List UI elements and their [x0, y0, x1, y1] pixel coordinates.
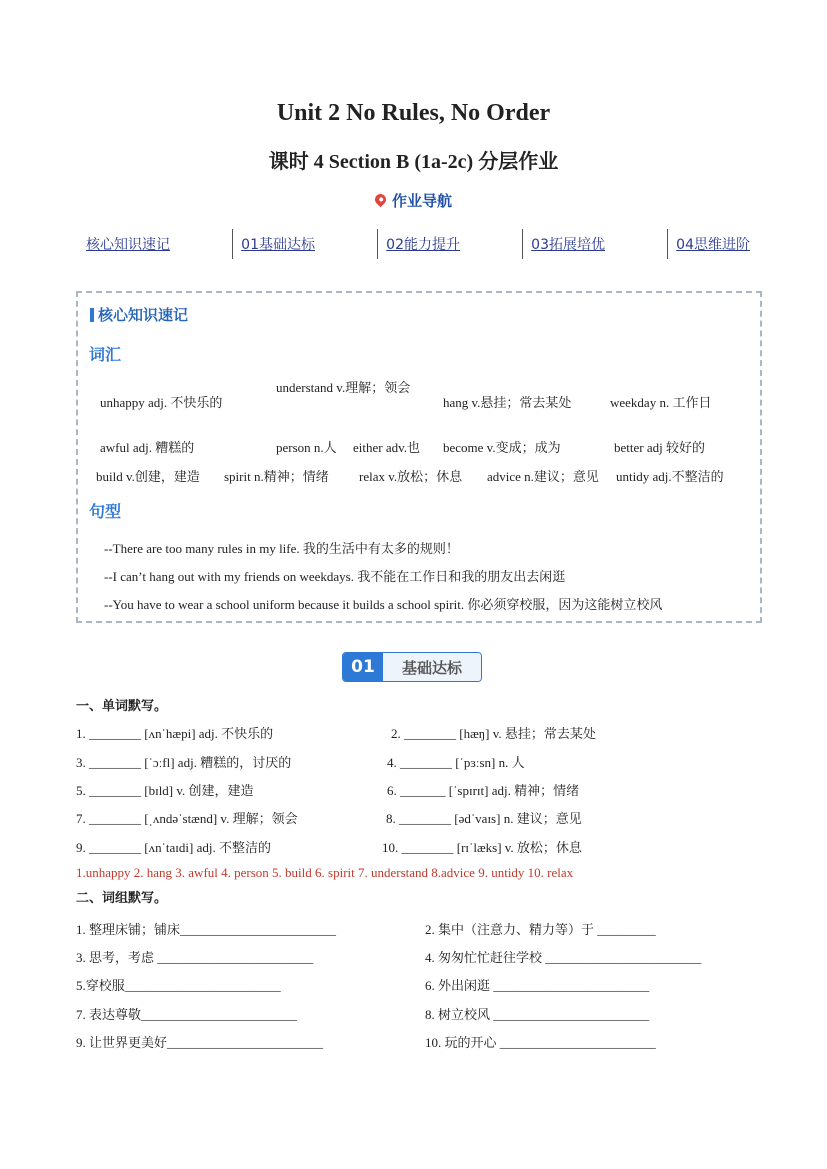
word-question: 4. ________ [ˈpɜːsn] n. 人 [387, 755, 525, 770]
vocab-item: understand v.理解；领会 [276, 380, 411, 395]
vocab-item: awful adj. 糟糕的 [100, 440, 195, 455]
homework-nav-label: 作业导航 [391, 192, 452, 210]
word-question: 5. ________ [bɪld] v. 创建，建造 [76, 783, 254, 798]
homework-nav-title [0, 190, 827, 211]
vocab-heading: 词汇 [89, 345, 122, 364]
title-bar-icon [90, 308, 94, 322]
sentence-pattern: --You have to wear a school uniform because it builds a school spirit. 你必须穿校服，因为这能树立校风 [104, 597, 663, 612]
word-question: 8. ________ [ədˈvaɪs] n. 建议；意见 [386, 811, 582, 826]
part2-heading: 二、词组默写。 [76, 891, 168, 906]
vocab-item: unhappy adj. 不快乐的 [100, 395, 223, 410]
knowledge-title [90, 304, 188, 325]
phrase-question: 9. 让世界更美好________________________ [76, 1035, 324, 1050]
word-question: 10. ________ [rɪˈlæks] v. 放松；休息 [382, 840, 582, 855]
vocab-item: either adv.也 [353, 440, 421, 455]
vocab-item: weekday n. 工作日 [610, 395, 712, 410]
section-label: 基础达标 [383, 653, 481, 681]
vocab-item: untidy adj.不整洁的 [616, 469, 724, 484]
phrase-question: 6. 外出闲逛 ________________________ [425, 978, 650, 993]
phrase-question: 2. 集中（注意力、精力等）于 _________ [425, 922, 656, 937]
word-question: 3. ________ [ˈɔːfl] adj. 糟糕的，讨厌的 [76, 755, 292, 770]
phrase-question: 5.穿校服________________________ [76, 978, 281, 993]
vocab-item: spirit n.精神；情绪 [224, 469, 329, 484]
phrase-question: 1. 整理床铺；铺床________________________ [76, 922, 337, 937]
vocab-item: person n.人 [276, 440, 337, 455]
vocab-item: advice n.建议；意见 [487, 469, 599, 484]
word-question: 1. ________ [ʌnˈhæpi] adj. 不快乐的 [76, 726, 274, 741]
section-number: 01 [343, 653, 383, 681]
vocab-item: become v.变成；成为 [443, 440, 561, 455]
phrase-question: 3. 思考，考虑 ________________________ [76, 950, 314, 965]
vocab-item: better adj 较好的 [614, 440, 705, 455]
word-question: 2. ________ [hæŋ] v. 悬挂；常去某处 [391, 726, 596, 741]
nav-link-ability[interactable]: 02能力提升 [386, 237, 460, 253]
word-question: 7. ________ [ˌʌndəˈstænd] v. 理解；领会 [76, 811, 298, 826]
phrase-question: 7. 表达尊敬________________________ [76, 1007, 298, 1022]
nav-link-extension[interactable]: 03拓展培优 [531, 237, 605, 253]
page-title: Unit 2 No Rules, No Order [276, 100, 551, 126]
answer-key: 1.unhappy 2. hang 3. awful 4. person 5. build 6. spirit 7. understand 8.advice 9. untidy 10. relax [76, 865, 574, 880]
sentence-heading: 句型 [89, 502, 122, 521]
nav-link-basic[interactable]: 01基础达标 [241, 237, 315, 253]
phrase-question: 10. 玩的开心 ________________________ [425, 1035, 656, 1050]
section-badge-01 [342, 652, 482, 682]
page-subtitle: 课时 4 Section B (1a-2c) 分层作业 [268, 151, 559, 173]
sentence-pattern: --There are too many rules in my life. 我的生活中有太多的规则！ [104, 541, 459, 556]
nav-link-core-knowledge[interactable]: 核心知识速记 [86, 237, 170, 253]
knowledge-title-text: 核心知识速记 [98, 306, 189, 324]
vocab-item: hang v.悬挂；常去某处 [443, 395, 572, 410]
sentence-pattern: --I can’t hang out with my friends on weekdays. 我不能在工作日和我的朋友出去闲逛 [104, 569, 566, 584]
word-question: 9. ________ [ʌnˈtaɪdi] adj. 不整洁的 [76, 840, 271, 855]
location-pin-icon [373, 192, 389, 208]
word-question: 6. _______ [ˈspɪrɪt] adj. 精神；情绪 [387, 783, 580, 798]
vocab-item: build v.创建，建造 [96, 469, 200, 484]
phrase-question: 4. 匆匆忙忙赶往学校 ________________________ [425, 950, 702, 965]
part1-heading: 一、单词默写。 [76, 699, 168, 714]
vocab-item: relax v.放松；休息 [359, 469, 463, 484]
homework-nav [78, 228, 758, 260]
phrase-question: 8. 树立校风 ________________________ [425, 1007, 650, 1022]
nav-link-thinking[interactable]: 04思维进阶 [676, 237, 750, 253]
